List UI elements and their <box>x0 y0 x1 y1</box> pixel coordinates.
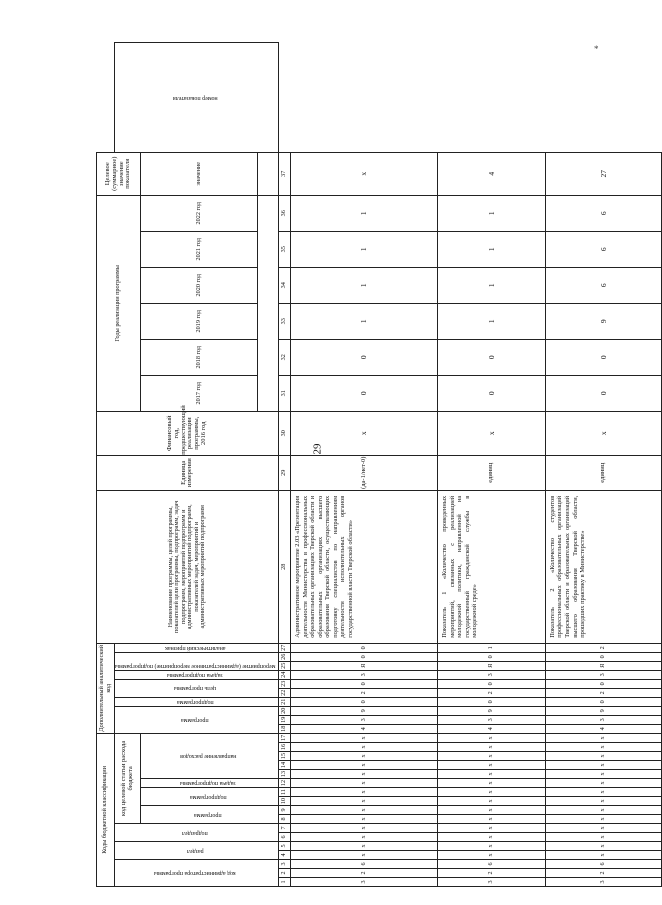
code-digit: x <box>545 733 661 742</box>
code-digit: Я <box>438 661 546 670</box>
col-num: 27 <box>278 643 290 652</box>
code-digit: Я <box>290 661 437 670</box>
code-digit: 3 <box>438 715 546 724</box>
row-name: Показатель 1 «Количество проведенных мероприятий, связанных с реализацией молодежной политики, направленной на государственный гражданской службы в молодежной среде» <box>438 490 546 643</box>
code-digit: x <box>438 752 546 761</box>
row-year-value: 9 <box>545 303 661 339</box>
row-year-value: 0 <box>438 339 546 375</box>
program-table <box>96 42 662 887</box>
rotated-sheet <box>96 42 608 887</box>
subprogram-code-header: подпрограмма <box>141 788 279 806</box>
col-num: 22 <box>278 688 290 697</box>
row-year-value: 0 <box>290 375 437 411</box>
code-digit: 0 <box>545 679 661 688</box>
years-spacer <box>257 195 278 411</box>
code-digit: 0 <box>438 679 546 688</box>
code-digit: 3 <box>438 670 546 679</box>
code-digit: x <box>290 752 437 761</box>
code-digit: 2 <box>290 688 437 697</box>
row-year-value: 0 <box>545 375 661 411</box>
col-num: 16 <box>278 743 290 752</box>
column-number-row <box>278 43 290 887</box>
col-num: 3 <box>278 860 290 869</box>
code-digit: 0 <box>290 643 437 652</box>
code-digit: x <box>545 761 661 770</box>
task-code-header: задача подпрограммы <box>141 779 279 788</box>
code-digit: x <box>545 752 661 761</box>
col-num: 30 <box>278 411 290 455</box>
row-year-value: 1 <box>290 267 437 303</box>
row-unit: единиц <box>545 455 661 490</box>
code-digit: 0 <box>438 697 546 706</box>
code-digit: 6 <box>290 860 437 869</box>
page-number: 29 <box>311 443 324 455</box>
code-digit: x <box>438 833 546 842</box>
row-fin-year: х <box>290 411 437 455</box>
col-num: 26 <box>278 652 290 661</box>
name-header: Наименование программы, целей программы, показателей цели программы, подпрограмм, задач подпрограмм, мероприятий подпрограмм и административных мероприятий подпрограмм, показателей задач, мероприятий и административных мероприятий подпрограмм <box>97 490 279 643</box>
code-digit: x <box>290 806 437 815</box>
col-num: 20 <box>278 706 290 715</box>
col-num: 29 <box>278 455 290 490</box>
analytic-goal-header: цель программы <box>115 679 279 697</box>
fin-year-header: Финансовый год, предшествующий реализации программы, 2016 год <box>97 411 279 455</box>
col-num: 18 <box>278 724 290 733</box>
table-row <box>438 43 546 887</box>
col-num: 34 <box>278 267 290 303</box>
col-num: 4 <box>278 851 290 860</box>
col-num: 15 <box>278 752 290 761</box>
code-digit: 2 <box>438 869 546 878</box>
year-2020-header: 2020 год <box>141 267 258 303</box>
row-fin-year: х <box>545 411 661 455</box>
analytic-subprogram-header: подпрограмма <box>115 697 279 706</box>
code-digit: x <box>290 824 437 833</box>
section-header: раздел <box>115 842 279 860</box>
code-digit: 9 <box>438 706 546 715</box>
code-digit: x <box>545 815 661 824</box>
table-row <box>290 43 437 887</box>
col-num: 31 <box>278 375 290 411</box>
col-num: 9 <box>278 806 290 815</box>
code-digit: 9 <box>545 706 661 715</box>
col-num: 28 <box>278 490 290 643</box>
code-digit: 3 <box>290 715 437 724</box>
col-num: 19 <box>278 715 290 724</box>
code-digit: 3 <box>545 715 661 724</box>
code-digit: x <box>290 779 437 788</box>
row-fin-year: х <box>438 411 546 455</box>
col-num: 6 <box>278 833 290 842</box>
code-digit: 0 <box>290 697 437 706</box>
code-digit: x <box>438 788 546 797</box>
code-digit: 0 <box>545 652 661 661</box>
code-digit: 2 <box>290 869 437 878</box>
direction-header: направление расходов <box>141 733 279 778</box>
row-year-value: 1 <box>438 195 546 231</box>
analytic-task-header: задача подпрограммы <box>115 670 279 679</box>
row-year-value: 1 <box>290 231 437 267</box>
row-name: Административное мероприятие 2.03 «Презентация деятельности Министерства в профессиональных образовательных организациях Тверской области и образовательных организациях высшего образования Тверской области, осуществляющих подготовку специалистов по направлениям деятельности исполнительных органов государственной власти Тверской области» <box>290 490 437 643</box>
year-2018-header: 2018 год <box>141 339 258 375</box>
code-digit: 0 <box>438 652 546 661</box>
col-num: 21 <box>278 697 290 706</box>
col-num: 12 <box>278 779 290 788</box>
year-2017-header: 2017 год <box>141 375 258 411</box>
program-code-header: программа <box>141 806 279 824</box>
year-2022-header: 2022 год <box>141 195 258 231</box>
col-num: 36 <box>278 195 290 231</box>
row-year-value: 6 <box>545 231 661 267</box>
analytic-activity-header: мероприятие (административное мероприятие) подпрограммы <box>115 652 279 670</box>
code-digit: x <box>438 770 546 779</box>
row-year-value: 1 <box>290 195 437 231</box>
row-unit: (да-1/нет-0) <box>290 455 437 490</box>
code-digit: 4 <box>545 724 661 733</box>
col-num: 13 <box>278 770 290 779</box>
col-num: 25 <box>278 661 290 670</box>
code-digit: x <box>438 851 546 860</box>
budget-codes-header: Коды бюджетной классификации <box>97 733 115 886</box>
row-year-value: 6 <box>545 195 661 231</box>
code-digit: x <box>438 842 546 851</box>
code-digit: x <box>545 824 661 833</box>
col-num: 35 <box>278 231 290 267</box>
code-digit: x <box>438 824 546 833</box>
row-year-value: 1 <box>438 267 546 303</box>
col-num: 17 <box>278 733 290 742</box>
admin-code-header: код администратора программы <box>115 860 279 887</box>
target-spacer <box>257 152 278 195</box>
code-digit: 2 <box>545 643 661 652</box>
row-year-value: 1 <box>290 303 437 339</box>
year-2021-header: 2021 год <box>141 231 258 267</box>
row-unit: единиц <box>438 455 546 490</box>
code-digit: 0 <box>290 679 437 688</box>
code-digit: x <box>545 851 661 860</box>
code-digit: 2 <box>545 869 661 878</box>
analytic-program-header: программа <box>115 706 279 733</box>
subsection-header: подраздел <box>115 824 279 842</box>
code-digit: 1 <box>438 643 546 652</box>
rotated-table-wrapper <box>96 42 608 887</box>
code-digit: 3 <box>438 878 546 887</box>
corner-mark: * <box>594 44 599 54</box>
code-digit: 2 <box>545 688 661 697</box>
col-num: 5 <box>278 842 290 851</box>
code-digit: x <box>438 797 546 806</box>
table-row <box>545 43 661 887</box>
row-year-value: 1 <box>438 231 546 267</box>
code-digit: x <box>545 806 661 815</box>
col-num: 23 <box>278 679 290 688</box>
year-2019-header: 2019 год <box>141 303 258 339</box>
code-digit: 3 <box>545 878 661 887</box>
col-num: 37 <box>278 152 290 195</box>
code-digit: 6 <box>545 860 661 869</box>
code-digit: x <box>545 788 661 797</box>
code-digit: x <box>290 815 437 824</box>
code-digit: x <box>545 833 661 842</box>
data-rows <box>290 43 661 887</box>
code-digit: 0 <box>545 697 661 706</box>
row-year-value: 1 <box>438 303 546 339</box>
col-num: 7 <box>278 824 290 833</box>
code-digit: x <box>290 733 437 742</box>
code-digit: 3 <box>290 878 437 887</box>
unit-header: Единица измерения <box>97 455 279 490</box>
code-digit: x <box>438 733 546 742</box>
code-digit: x <box>290 851 437 860</box>
code-digit: 4 <box>438 724 546 733</box>
code-digit: x <box>545 743 661 752</box>
code-digit: x <box>290 743 437 752</box>
row-year-value: 6 <box>545 267 661 303</box>
code-digit: Я <box>545 661 661 670</box>
code-digit: x <box>290 761 437 770</box>
code-digit: x <box>438 761 546 770</box>
analytic-indicator-header: номер показателя <box>115 43 279 153</box>
col-num: 2 <box>278 869 290 878</box>
code-digit: x <box>545 770 661 779</box>
code-digit: x <box>438 743 546 752</box>
row-year-value: 0 <box>545 339 661 375</box>
row-target: 27 <box>545 152 661 195</box>
code-digit: x <box>545 797 661 806</box>
code-digit: x <box>290 788 437 797</box>
target-value-header: значение <box>141 152 258 195</box>
code-digit: 9 <box>290 706 437 715</box>
target-header: Целевое (суммарное) значение показателя <box>97 152 141 195</box>
row-year-value: 0 <box>290 339 437 375</box>
code-digit: 0 <box>290 652 437 661</box>
col-num: 10 <box>278 797 290 806</box>
code-digit: 6 <box>438 860 546 869</box>
analytic-code-header: Дополнительный аналитический код <box>97 643 115 733</box>
code-digit: x <box>290 770 437 779</box>
code-digit: x <box>438 806 546 815</box>
code-digit: x <box>290 797 437 806</box>
col-num: 8 <box>278 815 290 824</box>
row-year-value: 0 <box>438 375 546 411</box>
code-digit: 3 <box>545 670 661 679</box>
row-target: х <box>290 152 437 195</box>
code-digit: 3 <box>290 670 437 679</box>
code-digit: 2 <box>438 688 546 697</box>
target-article-header: код целевой статьи расхода бюджета <box>115 733 141 823</box>
col-num: 33 <box>278 303 290 339</box>
analytic-sign-header: аналитический признак <box>115 643 279 652</box>
code-digit: x <box>438 815 546 824</box>
row-name: Показатель 2 «Количество студентов профессиональных образовательных организаций Тверской области и образовательных организаций высшего образования Тверской области, прошедших практику в Министерстве» <box>545 490 661 643</box>
code-digit: x <box>545 779 661 788</box>
col-num: 1 <box>278 878 290 887</box>
code-digit: 4 <box>290 724 437 733</box>
code-digit: x <box>290 842 437 851</box>
col-num: 32 <box>278 339 290 375</box>
years-header: Годы реализации программы <box>97 195 141 411</box>
code-digit: x <box>438 779 546 788</box>
code-digit: x <box>545 842 661 851</box>
col-num: 24 <box>278 670 290 679</box>
row-target: 4 <box>438 152 546 195</box>
col-num: 11 <box>278 788 290 797</box>
col-num: 14 <box>278 761 290 770</box>
code-digit: x <box>290 833 437 842</box>
